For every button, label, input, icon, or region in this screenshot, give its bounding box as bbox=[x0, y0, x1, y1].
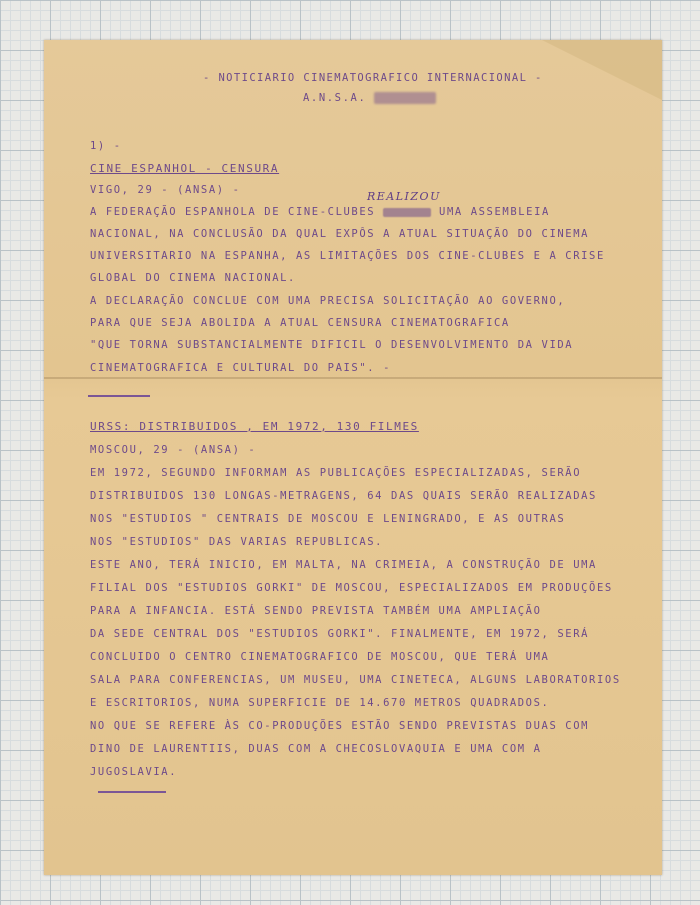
item2-line-6: FILIAL DOS "ESTUDIOS GORKI" DE MOSCOU, ESPECIALIZADOS EM PRODUÇÕES bbox=[90, 582, 613, 594]
item1-line-7: "QUE TORNA SUBSTANCIALMENTE DIFICIL O DESENVOLVIMENTO DA VIDA bbox=[90, 339, 574, 351]
item1-line-3: UNIVERSITARIO NA ESPANHA, AS LIMITAÇÕES DOS CINE-CLUBES E A CRISE bbox=[90, 250, 605, 262]
item2-line-1: EM 1972, SEGUNDO INFORMAM AS PUBLICAÇÕES ESPECIALIZADAS, SERÃO bbox=[90, 467, 582, 479]
fold-crease bbox=[44, 377, 662, 379]
item1-line-2: NACIONAL, NA CONCLUSÃO DA QUAL EXPÔS A ATUAL SITUAÇÃO DO CINEMA bbox=[90, 228, 590, 240]
item2-line-4: NOS "ESTUDIOS" DAS VARIAS REPUBLICAS. bbox=[90, 536, 384, 548]
ink-smudge bbox=[374, 92, 436, 104]
item2-line-11: E ESCRITORIOS, NUMA SUPERFICIE DE 14.670 METROS QUADRADOS. bbox=[90, 697, 550, 709]
folded-corner bbox=[542, 40, 662, 100]
item1-dateline: VIGO, 29 - (ANSA) - bbox=[90, 184, 241, 196]
header-agency: A.N.S.A. bbox=[303, 92, 436, 104]
item1-title: CINE ESPANHOL - CENSURA bbox=[90, 162, 280, 175]
item1-number: 1) - bbox=[90, 140, 122, 152]
separator-line-1 bbox=[88, 395, 150, 397]
item1-line-6: PARA QUE SEJA ABOLIDA A ATUAL CENSURA CINEMATOGRAFICA bbox=[90, 317, 510, 329]
item2-line-2: DISTRIBUIDOS 130 LONGAS-METRAGENS, 64 DAS QUAIS SERÃO REALIZADAS bbox=[90, 490, 597, 502]
item2-line-7: PARA A INFANCIA. ESTÁ SENDO PREVISTA TAMBÉM UMA AMPLIAÇÃO bbox=[90, 605, 542, 617]
item2-line-3: NOS "ESTUDIOS " CENTRAIS DE MOSCOU E LENINGRADO, E AS OUTRAS bbox=[90, 513, 566, 525]
item1-line-8: CINEMATOGRAFICA E CULTURAL DO PAIS". - bbox=[90, 362, 392, 374]
item2-title: URSS: DISTRIBUIDOS , EM 1972, 130 FILMES bbox=[90, 420, 419, 433]
item1-line-1: A FEDERAÇÃO ESPANHOLA DE CINE-CLUBES UMA ASSEMBLEIA bbox=[90, 206, 550, 218]
separator-line-2 bbox=[98, 791, 166, 793]
item2-line-9: CONCLUIDO O CENTRO CINEMATOGRAFICO DE MOSCOU, QUE TERÁ UMA bbox=[90, 651, 550, 663]
item2-dateline: MOSCOU, 29 - (ANSA) - bbox=[90, 444, 257, 456]
header-title: - NOTICIARIO CINEMATOGRAFICO INTERNACIONAL - bbox=[203, 72, 543, 84]
item1-line-4: GLOBAL DO CINEMA NACIONAL. bbox=[90, 272, 296, 284]
item2-line-10: SALA PARA CONFERENCIAS, UM MUSEU, UMA CINETECA, ALGUNS LABORATORIOS bbox=[90, 674, 621, 686]
item2-line-14: JUGOSLAVIA. bbox=[90, 766, 178, 778]
item2-line-12: NO QUE SE REFERE ÀS CO-PRODUÇÕES ESTÃO SENDO PREVISTAS DUAS COM bbox=[90, 720, 590, 732]
struck-word bbox=[383, 208, 431, 217]
item1-line-5: A DECLARAÇÃO CONCLUE COM UMA PRECISA SOLICITAÇÃO AO GOVERNO, bbox=[90, 295, 566, 307]
item2-line-5: ESTE ANO, TERÁ INICIO, EM MALTA, NA CRIMEIA, A CONSTRUÇÃO DE UMA bbox=[90, 559, 597, 571]
item2-line-8: DA SEDE CENTRAL DOS "ESTUDIOS GORKI". FINALMENTE, EM 1972, SERÁ bbox=[90, 628, 590, 640]
item2-line-13: DINO DE LAURENTIIS, DUAS COM A CHECOSLOVAQUIA E UMA COM A bbox=[90, 743, 542, 755]
handwritten-correction: REALIZOU bbox=[367, 190, 441, 203]
